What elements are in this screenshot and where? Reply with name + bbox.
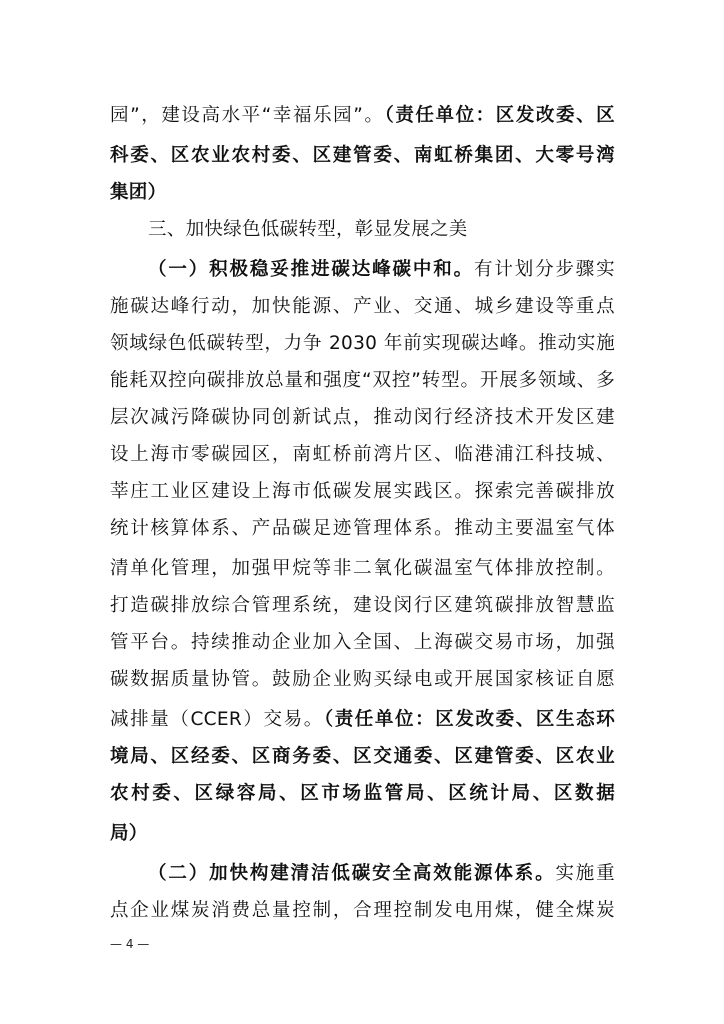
section-heading-text: 三、加快绿色低碳转型，彰显发展之美 [148, 219, 468, 240]
text-line [110, 472, 615, 512]
text-line [110, 435, 615, 475]
text-line [110, 361, 615, 401]
text-segment: 设上海市零碳园区，南虹桥前湾片区、临港浦江科技城、 [110, 444, 615, 465]
text-segment: 碳数据质量协管。鼓励企业购买绿电或开展国家核证自愿 [110, 669, 615, 690]
page-number: — 4 — [110, 937, 150, 951]
text-line [110, 623, 615, 663]
responsibility-note: （责任单位：区发改委、区 [384, 105, 615, 126]
text-segment: 统计核算体系、产品碳足迹管理体系。推动主要温室气体 [110, 518, 615, 539]
text-segment: 领域绿色低碳转型，力争 2030 年前实现碳达峰。推动实施 [110, 333, 615, 354]
text-line [110, 737, 615, 777]
responsibility-note: 科委、区农业农村委、区建管委、南虹桥集团、大零号湾 [110, 145, 615, 166]
text-line [110, 700, 615, 740]
text-line [148, 250, 615, 290]
text-line [110, 774, 615, 814]
subsection-heading: （一）积极稳妥推进碳达峰碳中和。 [148, 259, 474, 280]
text-line [110, 509, 615, 549]
text-segment: 减排量（CCER）交易。 [110, 709, 324, 730]
text-segment: 莘庄工业区建设上海市低碳发展实践区。探索完善碳排放 [110, 481, 615, 502]
text-segment: 管平台。持续推动企业加入全国、上海碳交易市场，加强 [110, 632, 615, 653]
text-line [110, 324, 615, 364]
responsibility-note: 局） [110, 823, 148, 844]
text-segment: 层次减污降碳协同创新试点，推动闵行经济技术开发区建 [110, 407, 615, 428]
text-line [110, 549, 615, 589]
text-line [148, 854, 615, 894]
text-line [110, 287, 615, 327]
responsibility-note: （责任单位：区发改委、区生态环 [323, 709, 615, 730]
text-line [110, 136, 615, 176]
subsection-heading: （二）加快构建清洁低碳安全高效能源体系。 [148, 863, 556, 884]
text-segment: 打造碳排放综合管理系统，建设闵行区建筑碳排放智慧监 [110, 595, 615, 616]
text-segment: 施碳达峰行动，加快能源、产业、交通、城乡建设等重点 [110, 296, 615, 317]
text-line [110, 814, 615, 854]
responsibility-note: 集团） [110, 182, 167, 203]
text-line [110, 398, 615, 438]
text-segment: 清单化管理，加强甲烷等非二氧化碳温室气体排放控制。 [110, 558, 615, 579]
responsibility-note: 农村委、区绿容局、区市场监管局、区统计局、区数据 [110, 783, 615, 804]
responsibility-note: 境局、区经委、区商务委、区交通委、区建管委、区农业 [110, 746, 615, 767]
section-heading [148, 210, 615, 250]
text-line [110, 173, 615, 213]
text-segment: 能耗双控向碳排放总量和强度“双控”转型。开展多领域、多 [110, 370, 615, 391]
text-line [110, 660, 615, 700]
text-segment: 实施重 [555, 863, 615, 884]
text-line [110, 96, 615, 136]
text-line [110, 891, 615, 931]
text-line [110, 586, 615, 626]
text-segment: 点企业煤炭消费总量控制，合理控制发电用煤，健全煤炭 [110, 900, 615, 921]
text-segment: 园”，建设高水平“幸福乐园”。 [110, 105, 385, 126]
text-segment: 有计划分步骤实 [473, 259, 615, 280]
